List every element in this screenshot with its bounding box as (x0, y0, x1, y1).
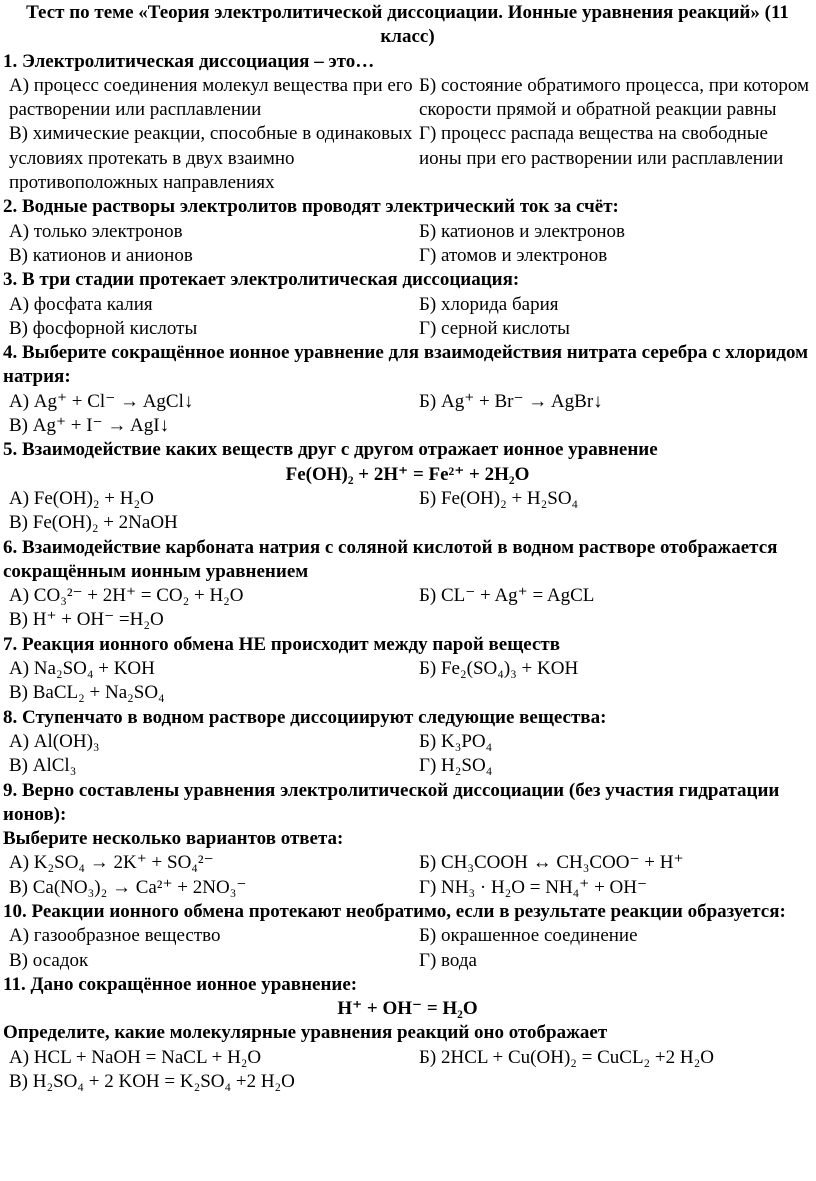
answer-option[interactable]: А) процесс соединения молекул вещества при его растворении или расплавлении (9, 74, 413, 121)
answer-row (3, 293, 812, 317)
answer-row (3, 1070, 812, 1094)
answer-option[interactable]: А) фосфата калия (9, 293, 153, 315)
answer-option[interactable]: В) Ca(NO₃)₂ → Ca²⁺ + 2NO₃⁻ (9, 876, 247, 898)
answer-row (3, 220, 812, 244)
answer-option[interactable]: В) H₂SO₄ + 2 KOH = K₂SO₄ +2 H₂O (9, 1071, 295, 1093)
question-text: 10. Реакции ионного обмена протекают необратимо, если в результате реакции образуется: (3, 900, 786, 922)
answer-row (3, 584, 812, 608)
answer-option[interactable]: В) Ag⁺ + I⁻ → AgI↓ (9, 415, 170, 437)
question-4 (3, 341, 812, 438)
question-text: Выберите несколько вариантов ответа: (3, 828, 344, 850)
answer-option[interactable]: Г) атомов и электронов (419, 244, 608, 266)
question-11 (3, 973, 812, 1094)
question-text: 5. Взаимодействие каких веществ друг с другом отражает ионное уравнение (3, 439, 658, 461)
answer-option[interactable]: Б) Ag⁺ + Br⁻ → AgBr↓ (419, 390, 603, 412)
question-text: 3. В три стадии протекает электролитическая диссоциация: (3, 269, 520, 291)
ionic-equation: Fe(OH)₂ + 2H⁺ = Fe²⁺ + 2H₂O (285, 463, 530, 485)
answer-row (3, 122, 812, 195)
question-text: Определите, какие молекулярные уравнения реакций оно отображает (3, 1022, 608, 1044)
answer-option[interactable] (413, 1070, 812, 1094)
answer-row (3, 657, 812, 681)
answer-option[interactable]: Б) хлорида бария (419, 293, 559, 315)
questions-list (3, 50, 812, 1095)
answer-row (3, 414, 812, 438)
answer-option[interactable]: Б) CL⁻ + Ag⁺ = AgCL (419, 585, 595, 607)
answer-option[interactable]: А) газообразное вещество (9, 925, 221, 947)
answer-row (3, 390, 812, 414)
answer-option[interactable]: Б) Fe(OH)₂ + H₂SO₄ (419, 487, 579, 509)
question-7 (3, 633, 812, 706)
answer-option[interactable]: А) Fe(OH)₂ + H₂O (9, 487, 154, 509)
answer-option[interactable]: Г) процесс распада вещества на свободные ионы при его растворении или расплавлении (419, 123, 784, 169)
question-8 (3, 706, 812, 779)
question-1 (3, 50, 812, 196)
answer-option[interactable] (413, 414, 812, 438)
question-10 (3, 900, 812, 973)
answer-option[interactable]: Б) CH₃COOH ↔ CH₃COO⁻ + H⁺ (419, 852, 684, 874)
answer-option[interactable]: Г) серной кислоты (419, 317, 570, 339)
answer-option[interactable]: В) AlCl₃ (9, 755, 77, 777)
answer-option[interactable]: В) H⁺ + OH⁻ =H₂O (9, 609, 164, 631)
answer-option[interactable]: В) химические реакции, способные в одинаковых условиях протекать в двух взаимно противоположных направлениях (9, 123, 413, 194)
question-5 (3, 438, 812, 535)
answer-option[interactable]: В) катионов и анионов (9, 244, 193, 266)
question-text: 7. Реакция ионного обмена НЕ происходит между парой веществ (3, 633, 560, 655)
answer-row (3, 608, 812, 632)
answer-option[interactable]: Б) Fe₂(SO₄)₃ + KOH (419, 658, 579, 680)
answer-option[interactable]: В) BaCL₂ + Na₂SO₄ (9, 682, 165, 704)
answer-row (3, 730, 812, 754)
answer-option[interactable]: А) HCL + NaOH = NaCL + H₂O (9, 1046, 262, 1068)
answer-row (3, 317, 812, 341)
answer-row (3, 244, 812, 268)
answer-row (3, 924, 812, 948)
answer-option[interactable]: Б) K₃PO₄ (419, 730, 493, 752)
question-text: 9. Верно составлены уравнения электролитической диссоциации (без участия гидратации ионов): (3, 779, 780, 825)
answer-option[interactable]: А) только электронов (9, 220, 183, 242)
question-text: 8. Ступенчато в водном растворе диссоциируют следующие вещества: (3, 706, 607, 728)
answer-option[interactable]: Б) 2HCL + Cu(OH)₂ = CuCL₂ +2 H₂O (419, 1046, 714, 1068)
answer-option[interactable] (413, 681, 812, 705)
answer-option[interactable]: А) Ag⁺ + Cl⁻ → AgCl↓ (9, 390, 194, 412)
answer-row (3, 511, 812, 535)
answer-option[interactable]: Г) H₂SO₄ (419, 755, 493, 777)
answer-row (3, 681, 812, 705)
answer-option[interactable]: А) Al(OH)₃ (9, 730, 100, 752)
ionic-equation: H⁺ + OH⁻ = H₂O (337, 998, 478, 1020)
question-6 (3, 536, 812, 633)
answer-option[interactable]: Б) катионов и электронов (419, 220, 626, 242)
answer-option[interactable] (413, 608, 812, 632)
answer-row (3, 74, 812, 123)
answer-option[interactable]: В) осадок (9, 949, 89, 971)
answer-option[interactable] (413, 511, 812, 535)
question-text: 11. Дано сокращённое ионное уравнение: (3, 973, 358, 995)
page-title: Тест по теме «Теория электролитической диссоциации. Ионные уравнения реакций» (11 класс) (26, 2, 789, 48)
question-text: 4. Выберите сокращённое ионное уравнение для взаимодействия нитрата серебра с хлоридом натрия: (3, 342, 809, 388)
answer-option[interactable]: А) K₂SO₄ → 2K⁺ + SO₄²⁻ (9, 852, 214, 874)
answer-row (3, 487, 812, 511)
answer-option[interactable]: Б) окрашенное соединение (419, 925, 638, 947)
answer-option[interactable]: Г) NH₃ · H₂O = NH₄⁺ + OH⁻ (419, 876, 648, 898)
answer-option[interactable]: В) Fe(OH)₂ + 2NaOH (9, 512, 178, 534)
answer-option[interactable]: Г) вода (419, 949, 477, 971)
answer-row (3, 851, 812, 875)
answer-option[interactable]: А) Na₂SO₄ + KOH (9, 658, 155, 680)
question-9 (3, 779, 812, 900)
answer-row (3, 1046, 812, 1070)
answer-option[interactable]: Б) состояние обратимого процесса, при котором скорости прямой и обратной реакции равны (419, 74, 810, 121)
question-3 (3, 268, 812, 341)
answer-row (3, 876, 812, 900)
answer-row (3, 754, 812, 778)
question-text: 1. Электролитическая диссоциация – это… (3, 50, 375, 72)
answer-row (3, 949, 812, 973)
question-text: 6. Взаимодействие карбоната натрия с соляной кислотой в водном растворе отображается сокращённым ионным уравнением (3, 536, 778, 582)
question-text: 2. Водные растворы электролитов проводят электрический ток за счёт: (3, 196, 619, 218)
question-2 (3, 195, 812, 268)
answer-option[interactable]: А) CO₃²⁻ + 2H⁺ = CO₂ + H₂O (9, 585, 244, 607)
answer-option[interactable]: В) фосфорной кислоты (9, 317, 198, 339)
